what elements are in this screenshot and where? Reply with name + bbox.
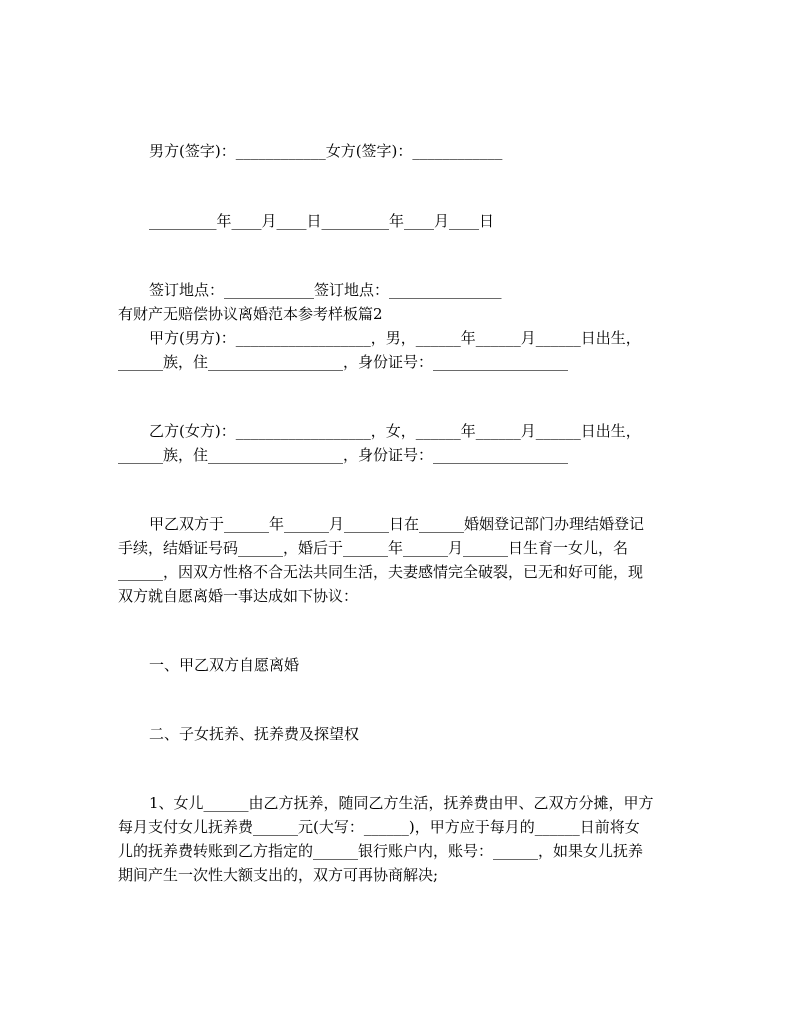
- signing-place-line: 签订地点：____________签订地点：_______________: [149, 281, 502, 299]
- section-title: 有财产无赔偿协议离婚范本参考样板篇2: [118, 305, 383, 323]
- party-a-line-1: 甲方(男方)：__________________，男，______年______月______日出生，: [149, 329, 641, 347]
- custody-paragraph-line-2: 每月支付女儿抚养费______元(大写：______)，甲方应于每月的______日前将女: [118, 818, 640, 836]
- marriage-paragraph-line-2: 手续，结婚证号码______，婚后于______年______月______日生育一女儿，名: [118, 539, 629, 557]
- marriage-paragraph-line-3: ______，因双方性格不合无法共同生活，夫妻感情完全破裂，已无和好可能，现: [118, 563, 644, 581]
- clause-heading-2: 二、子女抚养、抚养费及探望权: [149, 725, 360, 743]
- party-a-line-2: ______族，住__________________，身份证号：__________________: [118, 353, 569, 371]
- party-b-line-1: 乙方(女方)：__________________，女，______年______月______日出生，: [149, 422, 641, 440]
- signature-line: 男方(签字)：____________女方(签字)：____________: [149, 142, 503, 160]
- marriage-paragraph-line-1: 甲乙双方于______年______月______日在______婚姻登记部门办理结婚登记: [149, 515, 645, 533]
- custody-paragraph-line-1: 1、女儿______由乙方抚养，随同乙方生活，抚养费由甲、乙双方分摊，甲方: [149, 794, 654, 812]
- marriage-paragraph-line-4: 双方就自愿离婚一事达成如下协议：: [118, 587, 359, 605]
- custody-paragraph-line-4: 期间产生一次性大额支出的，双方可再协商解决;: [118, 866, 439, 884]
- clause-heading-1: 一、甲乙双方自愿离婚: [149, 656, 300, 674]
- custody-paragraph-line-3: 儿的抚养费转账到乙方指定的______银行账户内，账号：______，如果女儿抚养: [118, 842, 644, 860]
- party-b-line-2: ______族，住__________________，身份证号：__________________: [118, 446, 569, 464]
- date-line: _________年____月____日_________年____月____日: [149, 212, 495, 230]
